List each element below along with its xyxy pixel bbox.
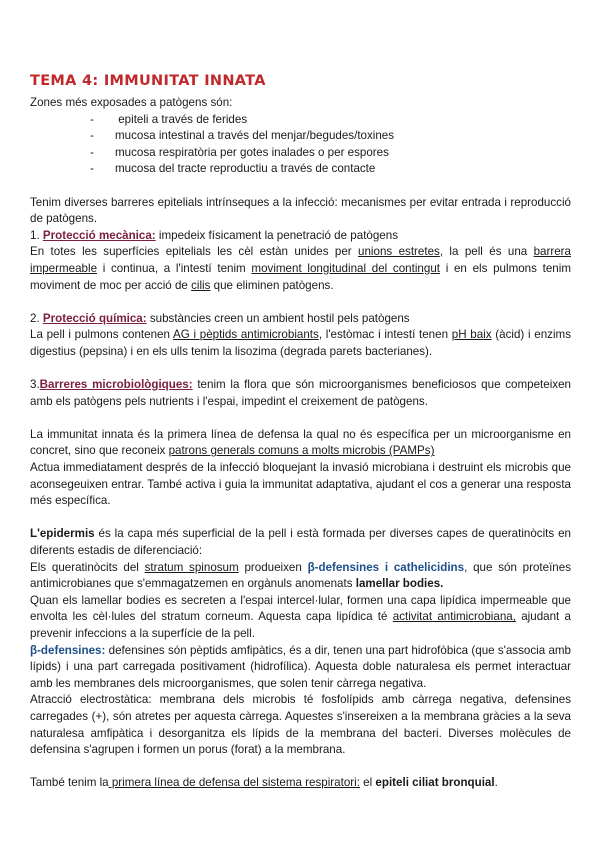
list-item: - epiteli a través de ferides xyxy=(90,112,248,126)
list-item: - mucosa respiratòria per gotes inalades o per espores xyxy=(90,145,389,159)
zones-intro: Zones més exposades a patògens són: xyxy=(30,96,233,109)
lamellar-bodies-paragraph: Quan els lamellar bodies es secreten a l'espai intercel·lular, formen una capa lipídica impermeable que envolta les cèl·lules del stratum corneum. Aquesta capa lipídica té activitat antimicrobiana, ajudant a prevenir infeccions a la superfície de la pell. xyxy=(30,593,571,640)
list-item: - mucosa intestinal a través del menjar/begudes/toxines xyxy=(90,129,395,143)
innate-immunity-paragraph-2: Actua immediatament després de la infecció bloquejant la invasió microbiana i destruint els microbis que aconsegeuixen entrar. També activa i guia la immunitat adaptativa, ajudant el cos a generar una resposta més específica. xyxy=(30,461,571,508)
epidermis-paragraph: L'epidermis és la capa més superficial de la pell i està formada per diverses capes de queratinòcits en diferents estadis de diferenciació: xyxy=(30,527,571,558)
keratinocytes-paragraph: Els queratinòcits del stratum spinosum produeixen β-defensines i cathelicidins, que són proteïnes antimicrobianes que s'emmagatzemen en orgànuls anomenats lamellar bodies. xyxy=(30,560,571,591)
microbiological-paragraph: 3.Barreres microbiològiques: tenim la flora que són microorganismes beneficiosos que competeixen amb els patògens pels nutrients i l'espai, impedint el creixement de patògens. xyxy=(30,378,571,408)
mechanical-heading: 1. Protecció mecànica: impedeix físicament la penetració de patògens xyxy=(30,228,398,242)
chemical-heading: 2. Protecció química: substàncies creen un ambient hostil pels patògens xyxy=(30,311,410,325)
mechanical-label: Protecció mecànica: xyxy=(42,228,156,242)
electrostatic-paragraph: Atracció electrostàtica: membrana dels microbis té fosfolípids amb càrrega negativa, defensines carregades (+), són atretes per aquesta càrrega. Aquestes s'insereixen a la membrana gràcies a la seva naturalesa amfipàtica i desorganitza els lípids de la membrana del bacteri. Diverses molècules de defensina s'agrupen i formen un porus (forat) a la membrana. xyxy=(30,693,571,757)
document-page xyxy=(30,72,571,792)
respiratory-paragraph: També tenim la primera línea de defensa del sistema respiratori: el epiteli ciliat bronquial. xyxy=(30,776,498,790)
microbiological-label: Barreres microbiològiques: xyxy=(39,378,193,392)
chemical-paragraph: La pell i pulmons contenen AG i pèptids antimicrobiants, l'estòmac i intestí tenen pH baix (àcid) i enzims digestius (pepsina) i en els ulls tenim la lisozima (degrada parets bacterianes). xyxy=(30,328,571,358)
list-item: - mucosa del tracte reproductiu a través de contacte xyxy=(90,162,376,176)
beta-defensins-paragraph: β-defensines: defensines són pèptids amfipàtics, és a dir, tenen una part hidrofòbica (que s'associa amb lípids) i una part carregada positivament (hidrofílica). Aquesta doble naturalesa els permet interactuar amb les membranes dels microorganismes, que solen tenir càrrega negativa. xyxy=(30,643,571,690)
chemical-label: Protecció química: xyxy=(42,311,147,325)
zones-list xyxy=(30,112,571,178)
mechanical-paragraph: En totes les superfícies epitelials les cèl estàn unides per unions estretes, la pell és una barrera impermeable i continua, a l'intestí tenim moviment longitudinal del contingut i en els pulmons tenim moviment de moc per acció de cilis que eliminen patògens. xyxy=(30,245,571,292)
innate-immunity-paragraph: La immunitat innata és la primera línea de defensa la qual no és específica per un microorganisme en concret, sino que reconeix patrons generals comuns a molts microbis (PAMPs) xyxy=(30,427,571,458)
page-title: TEMA 4: IMMUNITAT INNATA xyxy=(30,73,266,89)
beta-defensins-term: β-defensines i cathelicidins xyxy=(307,560,465,574)
barriers-intro: Tenim diverses barreres epitelials intrínseques a la infecció: mecanismes per evitar entrada i reproducció de patògens. xyxy=(30,195,571,226)
